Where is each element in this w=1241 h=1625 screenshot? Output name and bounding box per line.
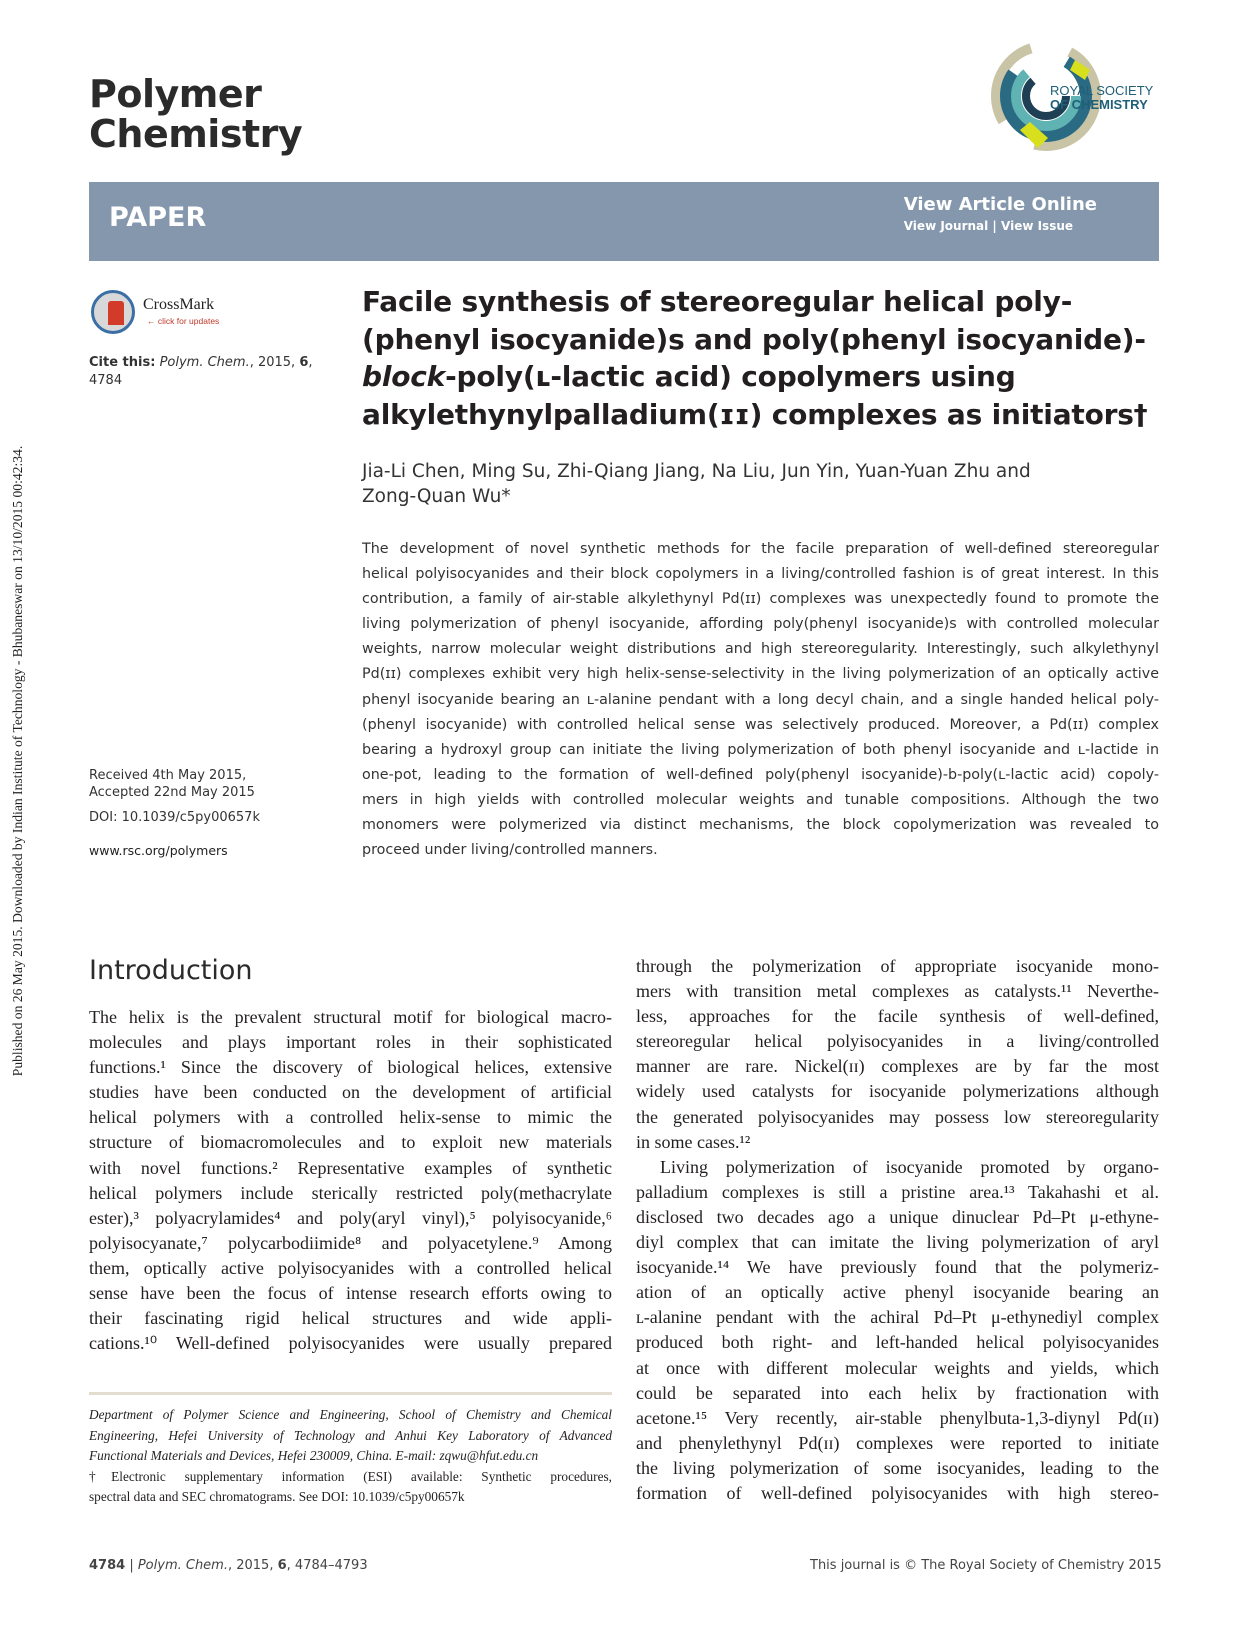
download-notice xyxy=(8,236,28,1286)
body-line: with novel functions.² Representative examples of synthetic xyxy=(89,1157,612,1178)
authors-line1: Jia-Li Chen, Ming Su, Zhi-Qiang Jiang, Na Liu, Jun Yin, Yuan-Yuan Zhu and xyxy=(362,461,1031,482)
body-line: at once with different molecular weights and yields, which xyxy=(636,1357,1159,1378)
view-article-online-link[interactable]: View Article Online xyxy=(903,194,1097,215)
body-line: manner are rare. Nickel(ɪɪ) complexes are by far the most xyxy=(636,1056,1159,1077)
doi[interactable]: DOI: 10.1039/c5py00657k xyxy=(89,810,260,825)
page-footer-left: 4784 | Polym. Chem., 2015, 6, 4784–4793 xyxy=(89,1558,368,1573)
author-list xyxy=(362,459,1142,509)
body-line: diyl complex that can imitate the living polymerization of aryl xyxy=(636,1232,1159,1253)
body-line: acetone.¹⁵ Very recently, air-stable phenylbuta-1,3-diynyl Pd(ɪɪ) xyxy=(636,1407,1159,1428)
body-line: ʟ-alanine pendant with the achiral Pd–Pt μ-ethynediyl complex xyxy=(636,1307,1159,1328)
abstract-line: phenyl isocyanide bearing an ʟ-alanine pendant with a long decyl chain, and a single handed helical poly- xyxy=(362,691,1159,708)
journal-title xyxy=(89,74,302,154)
affiliation-line: Department of Polymer Science and Engineering, School of Chemistry and Chemical xyxy=(89,1407,612,1422)
body-line: studies have been conducted on the development of artificial xyxy=(89,1082,612,1103)
body-line: in some cases.¹² xyxy=(636,1131,751,1152)
title-line-3: block-poly(ʟ-lactic acid) copolymers using xyxy=(362,360,1016,393)
body-line: palladium complexes is still a pristine area.¹³ Takahashi et al. xyxy=(636,1181,1159,1202)
abstract-line: The development of novel synthetic methods for the facile preparation of well-defined stereoregular xyxy=(362,541,1159,557)
body-line: Living polymerization of isocyanide promoted by organo- xyxy=(660,1156,1159,1177)
body-line: through the polymerization of appropriate isocyanide mono- xyxy=(636,956,1159,976)
esi-line: †Electronic supplementary information (ESI) available: Synthetic procedures, xyxy=(89,1468,612,1484)
crossmark-badge[interactable] xyxy=(89,288,239,340)
page-number: 4784 xyxy=(89,1558,126,1573)
title-italic-block: block xyxy=(362,360,446,393)
body-line: mers with transition metal complexes as catalysts.¹¹ Neverthe- xyxy=(636,981,1159,1002)
body-line: structure of biomacromolecules and to exploit new materials xyxy=(89,1132,612,1153)
citation-page: 4784 xyxy=(89,373,123,388)
footnote-divider xyxy=(89,1392,612,1395)
abstract-line: Pd(ɪɪ) complexes exhibit very high helix-sense-selectivity in the living polymerization of an optically active xyxy=(362,666,1159,683)
abstract-line: (phenyl isocyanide) with controlled helical sense was selectively produced. Moreover, a Pd(ɪɪ) complex xyxy=(362,716,1159,733)
footer-journal: Polym. Chem. xyxy=(137,1558,228,1573)
body-line: could be separated into each helix by fractionation with xyxy=(636,1382,1159,1403)
body-line: less, approaches for the facile synthesis of well-defined, xyxy=(636,1006,1159,1027)
citation-volume: 6 xyxy=(299,355,309,370)
body-line: them, optically active polyisocyanides with a controlled helical xyxy=(89,1257,612,1278)
body-line: sense have been the focus of intense research efforts owing to xyxy=(89,1283,612,1304)
body-line: molecules and plays important roles in their sophisticated xyxy=(89,1032,612,1053)
abstract-line: contribution, a family of air-stable alkylethynyl Pd(ɪɪ) complexes was unexpectedly found to promote the xyxy=(362,591,1159,608)
citation-journal: Polym. Chem. xyxy=(159,355,250,370)
body-line: isocyanide.¹⁴ We have previously found that the polymeriz- xyxy=(636,1257,1159,1278)
download-notice-text: Published on 26 May 2015. Downloaded by Indian Institute of Technology - Bhubaneswar on 13/10/2015 00:42:34. xyxy=(10,445,25,1077)
esi-line: spectral data and SEC chromatograms. See DOI: 10.1039/c5py00657k xyxy=(89,1489,465,1504)
body-line: ester),³ polyacrylamides⁴ and poly(aryl vinyl),⁵ polyisocyanide,⁶ xyxy=(89,1207,612,1228)
body-line: helical polymers include sterically restricted poly(methacrylate xyxy=(89,1182,612,1203)
footer-volume: 6 xyxy=(277,1558,287,1573)
body-line: widely used catalysts for isocyanide polymerizations although xyxy=(636,1081,1159,1102)
body-line: cations.¹⁰ Well-defined polyisocyanides were usually prepared xyxy=(89,1333,612,1354)
abstract-line: mers in high yields with controlled molecular weights and tunable compositions. Although the two xyxy=(362,791,1159,808)
copyright-notice: This journal is © The Royal Society of Chemistry 2015 xyxy=(810,1558,1162,1573)
crossmark-sublabel: ← click for updates xyxy=(147,316,220,326)
citation-year: , 2015, xyxy=(249,355,300,370)
journal-issue-links xyxy=(904,219,1097,233)
affiliation-line: Engineering, Hefei University of Technology and Anhui Key Laboratory of Advanced xyxy=(89,1427,612,1443)
body-line: and phenylethynyl Pd(ɪɪ) complexes were reported to initiate xyxy=(636,1432,1159,1453)
body-line: produced both right- and left-handed helical polyisocyanides xyxy=(636,1332,1159,1353)
body-line: ation of an optically active phenyl isocyanide bearing an xyxy=(636,1282,1159,1303)
body-line: the living polymerization of some isocyanides, leading to the xyxy=(636,1457,1159,1478)
title-line-2: (phenyl isocyanide)s and poly(phenyl isocyanide)- xyxy=(362,322,1146,356)
abstract-line: proceed under living/controlled manners. xyxy=(362,842,658,859)
crossmark-icon xyxy=(91,290,135,334)
article-type-label: PAPER xyxy=(109,202,207,233)
abstract xyxy=(362,537,1159,863)
rsc-wordmark-line2: OF CHEMISTRY xyxy=(1050,97,1148,112)
journal-website-link[interactable]: www.rsc.org/polymers xyxy=(89,843,228,858)
body-line: formation of well-defined polyisocyanides with high stereo- xyxy=(636,1482,1159,1503)
journal-title-line1: Polymer xyxy=(89,72,262,116)
abstract-line: one-pot, leading to the formation of well-defined poly(phenyl isocyanide)-b-poly(ʟ-lactic acid) copoly- xyxy=(362,766,1159,783)
journal-title-line2: Chemistry xyxy=(89,112,303,156)
body-line: the generated polyisocyanides may possess low stereoregularity xyxy=(636,1106,1159,1127)
affiliation-line: Functional Materials and Devices, Hefei 230009, China. E-mail: zqwu@hfut.edu.cn xyxy=(89,1448,539,1463)
body-line: their fascinating rigid helical structures and wide appli- xyxy=(89,1308,612,1329)
intro-right-column xyxy=(636,954,1159,1506)
accepted-date: Accepted 22nd May 2015 xyxy=(89,785,255,800)
footnotes xyxy=(89,1405,612,1508)
body-line: polyisocyanate,⁷ polycarbodiimide⁸ and polyacetylene.⁹ Among xyxy=(89,1232,612,1253)
body-line: The helix is the prevalent structural motif for biological macro- xyxy=(89,1007,612,1027)
abstract-line: monomers were polymerized via distinct mechanisms, the block copolymerization was revealed to xyxy=(362,817,1159,834)
intro-left-column xyxy=(89,1005,612,1356)
body-line: helical polymers with a controlled helix-sense to mimic the xyxy=(89,1107,612,1128)
abstract-line: living polymerization of phenyl isocyanide, affording poly(phenyl isocyanide)s with controlled molecular xyxy=(362,616,1159,633)
view-issue-link[interactable]: View Issue xyxy=(1001,219,1074,233)
abstract-line: helical polyisocyanides and their block copolymers in a living/controlled fashion is of great interest. In this xyxy=(362,566,1159,583)
article-dates xyxy=(89,767,329,801)
link-separator: | xyxy=(988,219,1001,233)
received-date: Received 4th May 2015, xyxy=(89,768,247,783)
abstract-line: bearing a hydroxyl group can initiate the living polymerization of both phenyl isocyanide and ʟ-lactide in xyxy=(362,741,1159,758)
article-links xyxy=(904,194,1097,233)
citation-prefix: Cite this: xyxy=(89,355,156,370)
title-line-4: alkylethynylpalladium(ɪɪ) complexes as initiators† xyxy=(362,397,1148,431)
article-type-banner xyxy=(89,182,1159,261)
rsc-logo xyxy=(990,40,1160,152)
article-title xyxy=(362,283,1162,433)
section-heading-introduction: Introduction xyxy=(89,955,253,986)
citation: Cite this: Polym. Chem., 2015, 6, 4784 xyxy=(89,355,313,388)
rsc-wordmark-line1: ROYAL SOCIETY xyxy=(1050,83,1154,98)
body-line: functions.¹ Since the discovery of biological helices, extensive xyxy=(89,1057,612,1078)
title-line-1: Facile synthesis of stereoregular helical poly- xyxy=(362,285,1073,318)
body-line: stereoregular helical polyisocyanides in a living/controlled xyxy=(636,1031,1159,1052)
body-line: disclosed two decades ago a unique dinuclear Pd–Pt μ-ethyne- xyxy=(636,1206,1159,1227)
authors-line2: Zong-Quan Wu* xyxy=(362,486,511,507)
abstract-line: weights, narrow molecular weight distributions and high stereoregularity. Interestingly, such alkylethynyl xyxy=(362,641,1159,658)
crossmark-label: CrossMark xyxy=(143,296,215,313)
view-journal-link[interactable]: View Journal xyxy=(903,219,989,233)
rsc-wordmark xyxy=(1050,84,1153,112)
